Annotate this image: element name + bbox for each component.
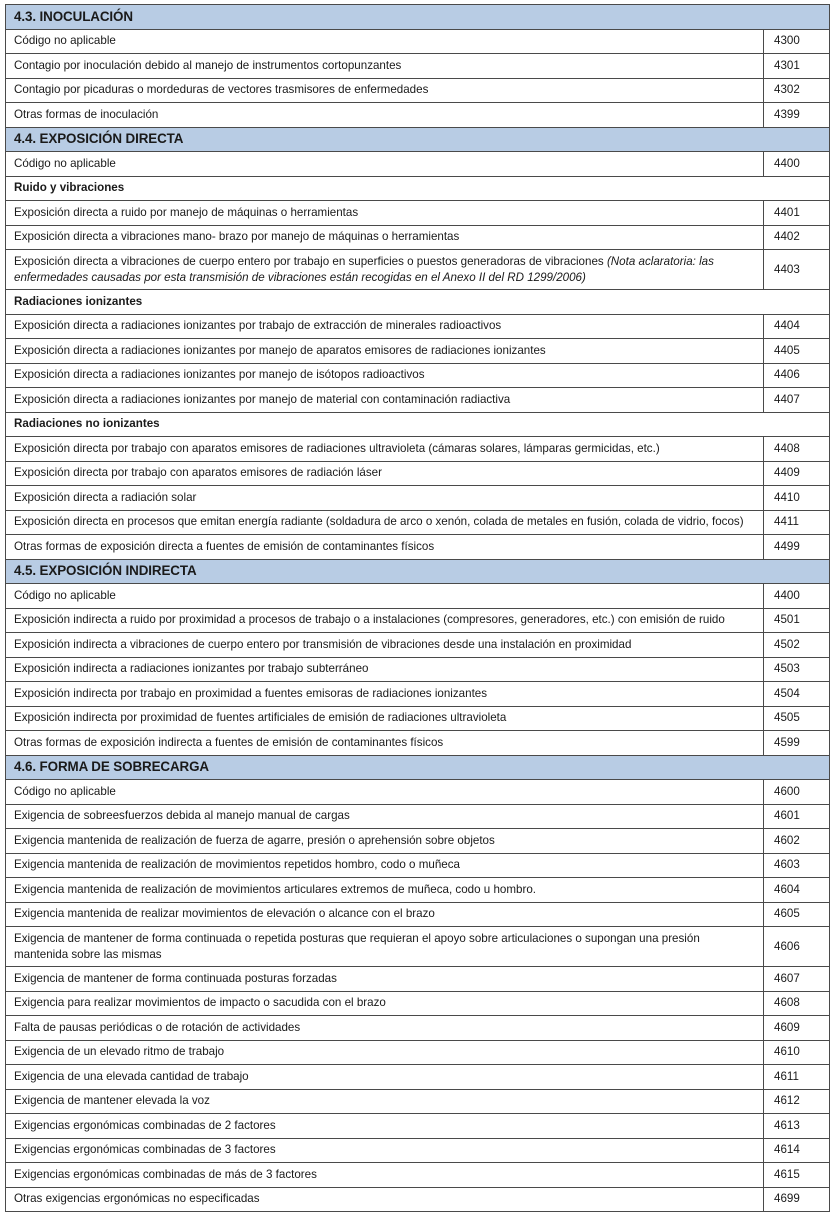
row-description bbox=[6, 1138, 764, 1163]
row-description bbox=[6, 780, 764, 805]
description-text: Exposición directa a ruido por manejo de máquinas o herramientas bbox=[14, 205, 359, 219]
row-code: 4604 bbox=[764, 878, 830, 903]
table-row bbox=[6, 363, 830, 388]
subheader-label: Radiaciones ionizantes bbox=[6, 290, 830, 315]
row-code: 4406 bbox=[764, 363, 830, 388]
description-text: Exposición indirecta por proximidad de fuentes artificiales de emisión de radiaciones ultravioleta bbox=[14, 711, 507, 725]
description-text: Exposición directa por trabajo con aparatos emisores de radiaciones ultravioleta (cámaras solares, lámparas germicidas, etc.) bbox=[14, 441, 660, 455]
row-description bbox=[6, 878, 764, 903]
row-description bbox=[6, 584, 764, 609]
row-code: 4505 bbox=[764, 706, 830, 731]
table-row bbox=[6, 152, 830, 177]
description-text: Código no aplicable bbox=[14, 34, 116, 48]
row-description bbox=[6, 731, 764, 756]
row-description bbox=[6, 1187, 764, 1212]
row-code: 4605 bbox=[764, 902, 830, 927]
description-text: Exposición directa a radiaciones ionizantes por manejo de aparatos emisores de radiaciones ionizantes bbox=[14, 343, 546, 357]
row-code: 4408 bbox=[764, 437, 830, 462]
row-code: 4503 bbox=[764, 657, 830, 682]
description-text: Exposición directa a radiaciones ionizantes por manejo de isótopos radioactivos bbox=[14, 368, 425, 382]
description-text: Falta de pausas periódicas o de rotación de actividades bbox=[14, 1020, 301, 1034]
row-code: 4611 bbox=[764, 1065, 830, 1090]
table-row bbox=[6, 731, 830, 756]
row-description bbox=[6, 339, 764, 364]
section-header-row bbox=[6, 559, 830, 584]
table-row bbox=[6, 657, 830, 682]
explanatory-note: (Nota aclaratoria: las enfermedades causadas por esta transmisión de vibraciones están recogidas en el Anexo II del RD 1299/2006) bbox=[14, 254, 714, 284]
section-title: 4.4. EXPOSICIÓN DIRECTA bbox=[6, 127, 830, 152]
table-row bbox=[6, 853, 830, 878]
description-text: Exigencia de una elevada cantidad de trabajo bbox=[14, 1069, 249, 1083]
description-text: Exigencia de mantener de forma continuada posturas forzadas bbox=[14, 971, 337, 985]
description-text: Exigencia mantenida de realizar movimientos de elevación o alcance con el brazo bbox=[14, 907, 435, 921]
row-code: 4600 bbox=[764, 780, 830, 805]
row-description bbox=[6, 388, 764, 413]
row-code: 4612 bbox=[764, 1089, 830, 1114]
row-code: 4608 bbox=[764, 991, 830, 1016]
description-text: Otras formas de exposición indirecta a fuentes de emisión de contaminantes físicos bbox=[14, 735, 444, 749]
table-row bbox=[6, 633, 830, 658]
row-code: 4607 bbox=[764, 967, 830, 992]
row-description bbox=[6, 991, 764, 1016]
description-text: Exposición indirecta a vibraciones de cuerpo entero por transmisión de vibraciones desde una instalación en proximidad bbox=[14, 637, 632, 651]
row-code: 4402 bbox=[764, 225, 830, 250]
section-title: 4.5. EXPOSICIÓN INDIRECTA bbox=[6, 559, 830, 584]
row-code: 4300 bbox=[764, 29, 830, 54]
description-text: Exposición directa a vibraciones de cuerpo entero por trabajo en superficies o puestos generadoras de vibraciones bbox=[14, 254, 607, 268]
table-row bbox=[6, 314, 830, 339]
row-description bbox=[6, 78, 764, 103]
row-description bbox=[6, 510, 764, 535]
section-header-row bbox=[6, 5, 830, 30]
subheader-label: Radiaciones no ionizantes bbox=[6, 412, 830, 437]
row-description bbox=[6, 250, 764, 290]
description-text: Exigencia para realizar movimientos de impacto o sacudida con el brazo bbox=[14, 996, 386, 1010]
table-row bbox=[6, 339, 830, 364]
row-code: 4615 bbox=[764, 1163, 830, 1188]
description-text: Exposición indirecta a ruido por proximidad a procesos de trabajo o a instalaciones (compresores, generadores, etc.) con emisión de ruido bbox=[14, 613, 725, 627]
row-description bbox=[6, 152, 764, 177]
description-text: Exposición indirecta por trabajo en proximidad a fuentes emisoras de radiaciones ionizantes bbox=[14, 686, 488, 700]
table-row bbox=[6, 584, 830, 609]
row-description bbox=[6, 486, 764, 511]
row-description bbox=[6, 314, 764, 339]
table-row bbox=[6, 535, 830, 560]
description-text: Otras exigencias ergonómicas no especificadas bbox=[14, 1192, 260, 1206]
section-title: 4.6. FORMA DE SOBRECARGA bbox=[6, 755, 830, 780]
row-description bbox=[6, 535, 764, 560]
description-text: Contagio por inoculación debido al manejo de instrumentos cortopunzantes bbox=[14, 58, 402, 72]
table-row bbox=[6, 682, 830, 707]
row-code: 4699 bbox=[764, 1187, 830, 1212]
table-row bbox=[6, 967, 830, 992]
subheader-label: Ruido y vibraciones bbox=[6, 176, 830, 201]
subheader-row bbox=[6, 176, 830, 201]
table-row bbox=[6, 991, 830, 1016]
row-description bbox=[6, 1089, 764, 1114]
table-row bbox=[6, 1040, 830, 1065]
description-text: Código no aplicable bbox=[14, 784, 116, 798]
table-row bbox=[6, 706, 830, 731]
row-code: 4601 bbox=[764, 804, 830, 829]
row-code: 4404 bbox=[764, 314, 830, 339]
row-code: 4614 bbox=[764, 1138, 830, 1163]
description-text: Exigencia mantenida de realización de movimientos articulares extremos de muñeca, codo u hombro. bbox=[14, 882, 536, 896]
table-row bbox=[6, 902, 830, 927]
row-description bbox=[6, 804, 764, 829]
row-code: 4613 bbox=[764, 1114, 830, 1139]
row-description bbox=[6, 657, 764, 682]
table-row bbox=[6, 510, 830, 535]
table-row bbox=[6, 804, 830, 829]
row-code: 4302 bbox=[764, 78, 830, 103]
row-description bbox=[6, 633, 764, 658]
table-row bbox=[6, 608, 830, 633]
section-header-row bbox=[6, 127, 830, 152]
subheader-row bbox=[6, 290, 830, 315]
row-code: 4407 bbox=[764, 388, 830, 413]
row-code: 4400 bbox=[764, 584, 830, 609]
description-text: Exigencia mantenida de realización de movimientos repetidos hombro, codo o muñeca bbox=[14, 858, 460, 872]
row-code: 4504 bbox=[764, 682, 830, 707]
row-description bbox=[6, 1040, 764, 1065]
row-description bbox=[6, 1016, 764, 1041]
table-row bbox=[6, 927, 830, 967]
row-code: 4403 bbox=[764, 250, 830, 290]
row-code: 4501 bbox=[764, 608, 830, 633]
row-code: 4400 bbox=[764, 152, 830, 177]
table-row bbox=[6, 103, 830, 128]
description-text: Exigencias ergonómicas combinadas de 2 factores bbox=[14, 1118, 276, 1132]
row-description bbox=[6, 103, 764, 128]
row-description bbox=[6, 437, 764, 462]
table-row bbox=[6, 54, 830, 79]
description-text: Exposición directa a radiación solar bbox=[14, 490, 197, 504]
code-table-document bbox=[5, 4, 829, 1212]
section-header-row bbox=[6, 755, 830, 780]
table-row bbox=[6, 1089, 830, 1114]
table-body bbox=[6, 5, 830, 1212]
table-row bbox=[6, 829, 830, 854]
table-row bbox=[6, 1065, 830, 1090]
table-row bbox=[6, 29, 830, 54]
row-description bbox=[6, 225, 764, 250]
description-text: Exigencia de sobreesfuerzos debida al manejo manual de cargas bbox=[14, 809, 350, 823]
row-description bbox=[6, 29, 764, 54]
row-code: 4599 bbox=[764, 731, 830, 756]
description-text: Exposición directa a vibraciones mano- brazo por manejo de máquinas o herramientas bbox=[14, 230, 460, 244]
table-row bbox=[6, 486, 830, 511]
row-description bbox=[6, 461, 764, 486]
table-row bbox=[6, 78, 830, 103]
row-code: 4301 bbox=[764, 54, 830, 79]
description-text: Exigencias ergonómicas combinadas de 3 factores bbox=[14, 1143, 276, 1157]
row-description bbox=[6, 1065, 764, 1090]
table-row bbox=[6, 201, 830, 226]
row-description bbox=[6, 54, 764, 79]
row-description bbox=[6, 927, 764, 967]
row-code: 4411 bbox=[764, 510, 830, 535]
table-row bbox=[6, 1138, 830, 1163]
row-description bbox=[6, 201, 764, 226]
description-text: Exigencia mantenida de realización de fuerza de agarre, presión o aprehensión sobre objetos bbox=[14, 833, 495, 847]
description-text: Exposición indirecta a radiaciones ionizantes por trabajo subterráneo bbox=[14, 662, 369, 676]
description-text: Código no aplicable bbox=[14, 156, 116, 170]
description-text: Otras formas de inoculación bbox=[14, 107, 159, 121]
row-code: 4410 bbox=[764, 486, 830, 511]
row-code: 4499 bbox=[764, 535, 830, 560]
description-text: Exigencia de un elevado ritmo de trabajo bbox=[14, 1045, 225, 1059]
row-code: 4409 bbox=[764, 461, 830, 486]
table-row bbox=[6, 1187, 830, 1212]
table-row bbox=[6, 1016, 830, 1041]
row-code: 4401 bbox=[764, 201, 830, 226]
row-code: 4606 bbox=[764, 927, 830, 967]
table-row bbox=[6, 780, 830, 805]
row-description bbox=[6, 829, 764, 854]
row-description bbox=[6, 1163, 764, 1188]
row-code: 4610 bbox=[764, 1040, 830, 1065]
description-text: Otras formas de exposición directa a fuentes de emisión de contaminantes físicos bbox=[14, 539, 435, 553]
section-title: 4.3. INOCULACIÓN bbox=[6, 5, 830, 30]
row-description bbox=[6, 853, 764, 878]
row-code: 4399 bbox=[764, 103, 830, 128]
description-text: Exigencias ergonómicas combinadas de más de 3 factores bbox=[14, 1167, 317, 1181]
table-row bbox=[6, 225, 830, 250]
row-description bbox=[6, 1114, 764, 1139]
description-text: Exposición directa a radiaciones ionizantes por trabajo de extracción de minerales radioactivos bbox=[14, 319, 502, 333]
row-description bbox=[6, 682, 764, 707]
table-row bbox=[6, 250, 830, 290]
description-text: Exigencia de mantener elevada la voz bbox=[14, 1094, 210, 1108]
description-text: Exposición directa por trabajo con aparatos emisores de radiación láser bbox=[14, 466, 382, 480]
description-text: Exposición directa en procesos que emitan energía radiante (soldadura de arco o xenón, colada de metales en fusión, colada de vidrio, focos) bbox=[14, 515, 744, 529]
description-text: Exposición directa a radiaciones ionizantes por manejo de material con contaminación radiactiva bbox=[14, 392, 511, 406]
table-row bbox=[6, 437, 830, 462]
row-description bbox=[6, 706, 764, 731]
description-text: Exigencia de mantener de forma continuada o repetida posturas que requieran el apoyo sobre articulaciones o supongan una presión mantenida sobre las mismas bbox=[14, 931, 700, 961]
row-code: 4405 bbox=[764, 339, 830, 364]
row-description bbox=[6, 967, 764, 992]
table-row bbox=[6, 461, 830, 486]
description-text: Código no aplicable bbox=[14, 588, 116, 602]
description-text: Contagio por picaduras o mordeduras de vectores trasmisores de enfermedades bbox=[14, 83, 429, 97]
row-code: 4609 bbox=[764, 1016, 830, 1041]
row-code: 4603 bbox=[764, 853, 830, 878]
row-description bbox=[6, 902, 764, 927]
classification-table bbox=[5, 4, 830, 1212]
table-row bbox=[6, 878, 830, 903]
table-row bbox=[6, 1114, 830, 1139]
row-description bbox=[6, 363, 764, 388]
table-row bbox=[6, 388, 830, 413]
row-code: 4502 bbox=[764, 633, 830, 658]
row-code: 4602 bbox=[764, 829, 830, 854]
table-row bbox=[6, 1163, 830, 1188]
row-description bbox=[6, 608, 764, 633]
subheader-row bbox=[6, 412, 830, 437]
